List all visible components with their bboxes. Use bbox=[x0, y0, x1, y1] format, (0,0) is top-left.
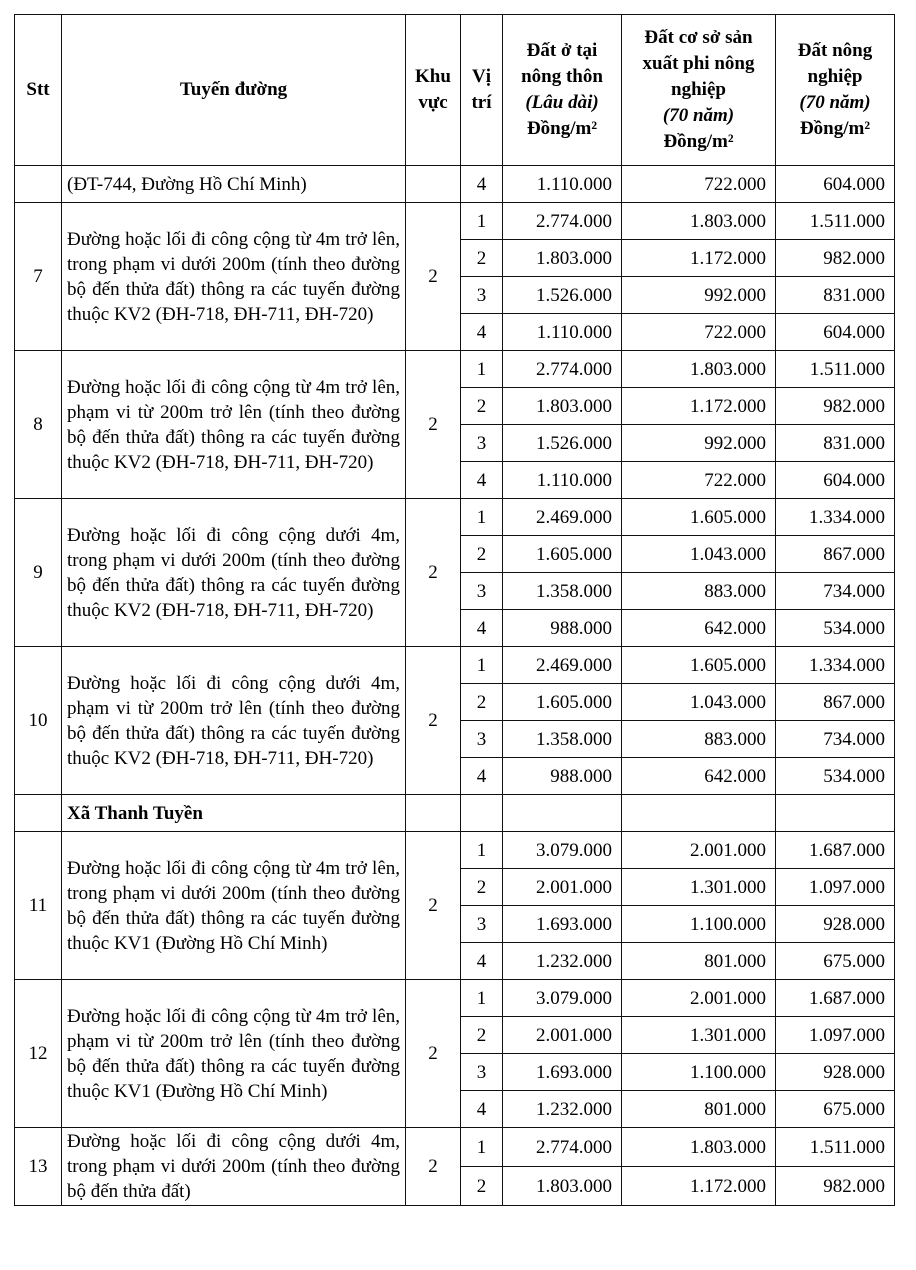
cell-position: 1 bbox=[461, 499, 503, 536]
cell-agri: 675.000 bbox=[776, 943, 895, 980]
cell-agri: 1.097.000 bbox=[776, 869, 895, 906]
cell-position: 4 bbox=[461, 462, 503, 499]
table-body bbox=[15, 166, 895, 1206]
cell-position: 2 bbox=[461, 388, 503, 425]
cell-business: 1.605.000 bbox=[622, 647, 776, 684]
cell-residential: 1.358.000 bbox=[503, 721, 622, 758]
cell-agri: 982.000 bbox=[776, 388, 895, 425]
cell-residential: 1.693.000 bbox=[503, 906, 622, 943]
cell-business: 722.000 bbox=[622, 462, 776, 499]
cell-residential: 3.079.000 bbox=[503, 832, 622, 869]
cell-position: 4 bbox=[461, 1091, 503, 1128]
cell-business: 801.000 bbox=[622, 1091, 776, 1128]
cell-route: Đường hoặc lối đi công cộng dưới 4m, trong phạm vi dưới 200m (tính theo đường bộ đến thửa đất) bbox=[62, 1128, 406, 1206]
cell-business: 722.000 bbox=[622, 166, 776, 203]
cell-agri: 534.000 bbox=[776, 610, 895, 647]
table-row bbox=[15, 1128, 895, 1167]
cell-area: 2 bbox=[406, 832, 461, 980]
cell-position: 3 bbox=[461, 1054, 503, 1091]
header-business bbox=[622, 15, 776, 166]
cell-position: 2 bbox=[461, 684, 503, 721]
cell-position: 4 bbox=[461, 166, 503, 203]
header-area bbox=[406, 15, 461, 166]
cell-agri: 734.000 bbox=[776, 573, 895, 610]
cell-agri: 831.000 bbox=[776, 277, 895, 314]
cell-business: 642.000 bbox=[622, 758, 776, 795]
cell-position: 1 bbox=[461, 1128, 503, 1167]
cell-position: 2 bbox=[461, 1167, 503, 1206]
cell-agri: 1.687.000 bbox=[776, 832, 895, 869]
header-agri-line: nghiệp bbox=[807, 66, 863, 87]
header-position-line: trí bbox=[471, 92, 492, 113]
header-position bbox=[461, 15, 503, 166]
cell-route: (ĐT-744, Đường Hồ Chí Minh) bbox=[62, 166, 406, 203]
cell-residential: 2.774.000 bbox=[503, 351, 622, 388]
cell-agri: 604.000 bbox=[776, 166, 895, 203]
cell-agri: 867.000 bbox=[776, 684, 895, 721]
cell-agri: 982.000 bbox=[776, 1167, 895, 1206]
table-row bbox=[15, 499, 895, 536]
cell-stt: 10 bbox=[15, 647, 62, 795]
header-area-line: Khu bbox=[415, 66, 451, 87]
header-business-term: (70 năm) bbox=[662, 105, 735, 126]
cell-residential: 1.110.000 bbox=[503, 462, 622, 499]
cell-residential: 988.000 bbox=[503, 758, 622, 795]
cell-position: 1 bbox=[461, 647, 503, 684]
cell-business: 1.803.000 bbox=[622, 351, 776, 388]
cell-business: 1.100.000 bbox=[622, 1054, 776, 1091]
cell-agri: 1.511.000 bbox=[776, 203, 895, 240]
cell-stt: 7 bbox=[15, 203, 62, 351]
cell-business: 1.301.000 bbox=[622, 869, 776, 906]
cell-residential: 2.469.000 bbox=[503, 499, 622, 536]
cell-business: 992.000 bbox=[622, 425, 776, 462]
cell-agri: 1.097.000 bbox=[776, 1017, 895, 1054]
cell-route: Đường hoặc lối đi công cộng từ 4m trở lên, trong phạm vi dưới 200m (tính theo đường bộ đến thửa đất) thông ra các tuyến đường thuộc KV2 (ĐH-718, ĐH-711, ĐH-720) bbox=[62, 203, 406, 351]
cell-business: 1.043.000 bbox=[622, 684, 776, 721]
cell-residential bbox=[503, 795, 622, 832]
cell-agri: 831.000 bbox=[776, 425, 895, 462]
cell-position: 2 bbox=[461, 240, 503, 277]
cell-residential: 1.358.000 bbox=[503, 573, 622, 610]
table-header-row bbox=[15, 15, 895, 166]
header-business-line: xuất phi nông bbox=[642, 53, 755, 74]
header-residential-line: nông thôn bbox=[521, 66, 603, 87]
cell-position: 4 bbox=[461, 758, 503, 795]
cell-stt bbox=[15, 795, 62, 832]
cell-business: 2.001.000 bbox=[622, 980, 776, 1017]
cell-position: 2 bbox=[461, 869, 503, 906]
header-agri bbox=[776, 15, 895, 166]
cell-residential: 1.803.000 bbox=[503, 1167, 622, 1206]
cell-stt: 8 bbox=[15, 351, 62, 499]
cell-position: 3 bbox=[461, 721, 503, 758]
cell-residential: 1.526.000 bbox=[503, 277, 622, 314]
cell-route: Đường hoặc lối đi công cộng từ 4m trở lên, trong phạm vi dưới 200m (tính theo đường bộ đến thửa đất) thông ra các tuyến đường thuộc KV1 (Đường Hồ Chí Minh) bbox=[62, 832, 406, 980]
cell-residential: 1.605.000 bbox=[503, 536, 622, 573]
cell-agri: 867.000 bbox=[776, 536, 895, 573]
cell-position: 2 bbox=[461, 536, 503, 573]
cell-area: 2 bbox=[406, 647, 461, 795]
cell-position: 1 bbox=[461, 832, 503, 869]
cell-agri: 982.000 bbox=[776, 240, 895, 277]
section-title: Xã Thanh Tuyền bbox=[62, 795, 406, 832]
cell-stt bbox=[15, 166, 62, 203]
header-residential-line: Đất ở tại bbox=[526, 40, 598, 61]
cell-residential: 2.001.000 bbox=[503, 1017, 622, 1054]
cell-residential: 2.469.000 bbox=[503, 647, 622, 684]
cell-agri: 1.511.000 bbox=[776, 1128, 895, 1167]
cell-residential: 1.693.000 bbox=[503, 1054, 622, 1091]
cell-agri: 604.000 bbox=[776, 314, 895, 351]
cell-residential: 3.079.000 bbox=[503, 980, 622, 1017]
cell-residential: 1.110.000 bbox=[503, 314, 622, 351]
header-agri-line: Đất nông bbox=[797, 40, 873, 61]
cell-position bbox=[461, 795, 503, 832]
cell-position: 1 bbox=[461, 980, 503, 1017]
header-stt: Stt bbox=[15, 15, 62, 166]
cell-position: 4 bbox=[461, 610, 503, 647]
cell-agri bbox=[776, 795, 895, 832]
cell-residential: 2.001.000 bbox=[503, 869, 622, 906]
cell-area: 2 bbox=[406, 980, 461, 1128]
cell-business: 722.000 bbox=[622, 314, 776, 351]
cell-business: 883.000 bbox=[622, 721, 776, 758]
cell-position: 3 bbox=[461, 277, 503, 314]
cell-agri: 734.000 bbox=[776, 721, 895, 758]
cell-route: Đường hoặc lối đi công cộng dưới 4m, trong phạm vi dưới 200m (tính theo đường bộ đến thửa đất) thông ra các tuyến đường thuộc KV2 (ĐH-718, ĐH-711, ĐH-720) bbox=[62, 499, 406, 647]
cell-agri: 1.687.000 bbox=[776, 980, 895, 1017]
cell-residential: 1.110.000 bbox=[503, 166, 622, 203]
cell-business: 1.100.000 bbox=[622, 906, 776, 943]
header-position-line: Vị bbox=[472, 66, 491, 87]
land-price-table bbox=[14, 14, 895, 1206]
header-residential-unit: Đồng/m² bbox=[526, 118, 598, 139]
cell-residential: 1.232.000 bbox=[503, 943, 622, 980]
header-agri-unit: Đồng/m² bbox=[799, 118, 871, 139]
cell-residential: 1.803.000 bbox=[503, 388, 622, 425]
cell-area: 2 bbox=[406, 351, 461, 499]
header-area-line: vực bbox=[418, 92, 448, 113]
cell-business: 801.000 bbox=[622, 943, 776, 980]
table-row bbox=[15, 203, 895, 240]
cell-position: 3 bbox=[461, 906, 503, 943]
cell-business: 1.172.000 bbox=[622, 240, 776, 277]
cell-business: 992.000 bbox=[622, 277, 776, 314]
header-business-unit: Đồng/m² bbox=[663, 131, 734, 152]
header-business-line: Đất cơ sở sản bbox=[644, 27, 753, 48]
cell-business: 1.172.000 bbox=[622, 388, 776, 425]
cell-agri: 1.334.000 bbox=[776, 647, 895, 684]
cell-area: 2 bbox=[406, 1128, 461, 1206]
cell-route: Đường hoặc lối đi công cộng từ 4m trở lên, phạm vi từ 200m trở lên (tính theo đường bộ đến thửa đất) thông ra các tuyến đường thuộc KV1 (Đường Hồ Chí Minh) bbox=[62, 980, 406, 1128]
cell-agri: 675.000 bbox=[776, 1091, 895, 1128]
header-business-line: nghiệp bbox=[671, 79, 726, 100]
cell-agri: 1.511.000 bbox=[776, 351, 895, 388]
cell-position: 2 bbox=[461, 1017, 503, 1054]
cell-business: 1.172.000 bbox=[622, 1167, 776, 1206]
cell-agri: 928.000 bbox=[776, 906, 895, 943]
header-agri-term: (70 năm) bbox=[799, 92, 871, 113]
cell-residential: 1.232.000 bbox=[503, 1091, 622, 1128]
cell-residential: 2.774.000 bbox=[503, 1128, 622, 1167]
cell-residential: 1.803.000 bbox=[503, 240, 622, 277]
cell-business: 2.001.000 bbox=[622, 832, 776, 869]
cell-residential: 988.000 bbox=[503, 610, 622, 647]
table-row bbox=[15, 647, 895, 684]
header-residential bbox=[503, 15, 622, 166]
cell-agri: 928.000 bbox=[776, 1054, 895, 1091]
cell-business: 1.301.000 bbox=[622, 1017, 776, 1054]
cell-business: 1.803.000 bbox=[622, 1128, 776, 1167]
section-row bbox=[15, 795, 895, 832]
cell-residential: 1.605.000 bbox=[503, 684, 622, 721]
cell-position: 4 bbox=[461, 943, 503, 980]
cell-position: 4 bbox=[461, 314, 503, 351]
header-route: Tuyến đường bbox=[62, 15, 406, 166]
cell-area bbox=[406, 795, 461, 832]
cell-area: 2 bbox=[406, 499, 461, 647]
table-row bbox=[15, 980, 895, 1017]
cell-business: 642.000 bbox=[622, 610, 776, 647]
cell-agri: 1.334.000 bbox=[776, 499, 895, 536]
cell-position: 3 bbox=[461, 573, 503, 610]
cell-route: Đường hoặc lối đi công cộng dưới 4m, phạm vi từ 200m trở lên (tính theo đường bộ đến thửa đất) thông ra các tuyến đường thuộc KV2 (ĐH-718, ĐH-711, ĐH-720) bbox=[62, 647, 406, 795]
cell-business: 883.000 bbox=[622, 573, 776, 610]
cell-stt: 11 bbox=[15, 832, 62, 980]
cell-area bbox=[406, 166, 461, 203]
header-residential-term: (Lâu dài) bbox=[525, 92, 599, 113]
table-row bbox=[15, 832, 895, 869]
cell-business: 1.803.000 bbox=[622, 203, 776, 240]
cell-route: Đường hoặc lối đi công cộng từ 4m trở lên, phạm vi từ 200m trở lên (tính theo đường bộ đến thửa đất) thông ra các tuyến đường thuộc KV2 (ĐH-718, ĐH-711, ĐH-720) bbox=[62, 351, 406, 499]
cell-business: 1.605.000 bbox=[622, 499, 776, 536]
cell-residential: 2.774.000 bbox=[503, 203, 622, 240]
cell-stt: 9 bbox=[15, 499, 62, 647]
cell-residential: 1.526.000 bbox=[503, 425, 622, 462]
table-row bbox=[15, 166, 895, 203]
cell-position: 1 bbox=[461, 203, 503, 240]
cell-agri: 534.000 bbox=[776, 758, 895, 795]
cell-position: 1 bbox=[461, 351, 503, 388]
table-row bbox=[15, 351, 895, 388]
cell-business: 1.043.000 bbox=[622, 536, 776, 573]
cell-area: 2 bbox=[406, 203, 461, 351]
cell-agri: 604.000 bbox=[776, 462, 895, 499]
cell-business bbox=[622, 795, 776, 832]
cell-stt: 13 bbox=[15, 1128, 62, 1206]
cell-stt: 12 bbox=[15, 980, 62, 1128]
cell-position: 3 bbox=[461, 425, 503, 462]
